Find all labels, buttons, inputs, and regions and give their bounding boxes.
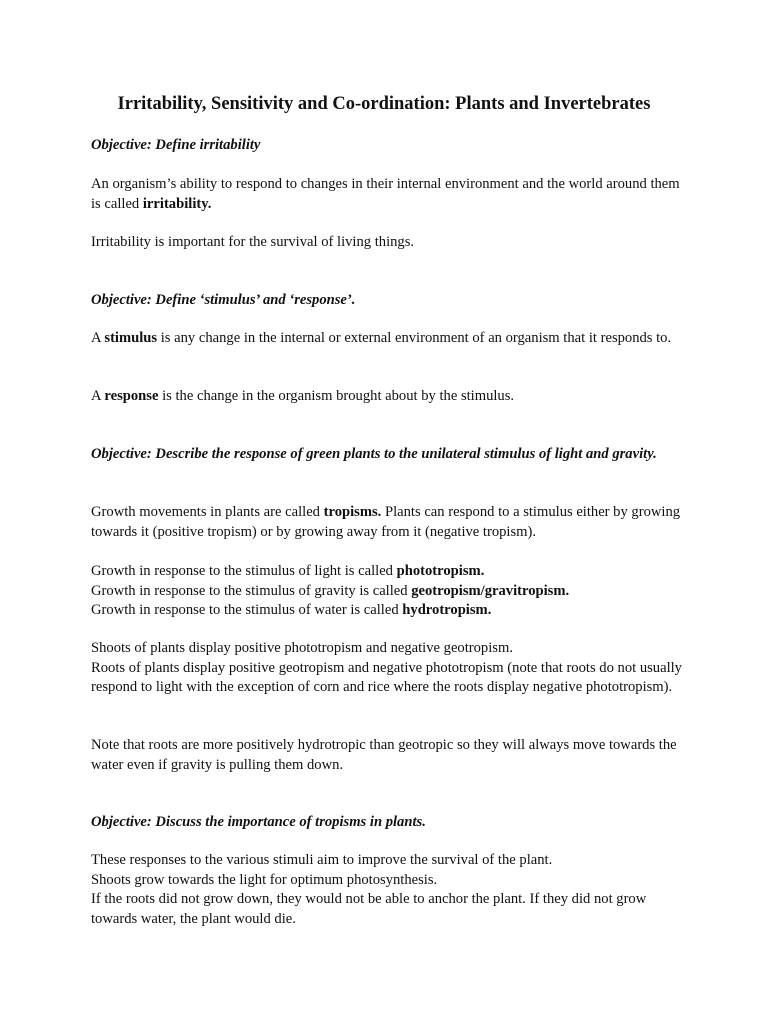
line-shoots-light: Shoots grow towards the light for optimum photosynthesis. xyxy=(91,871,438,888)
shoots-sentence: Shoots of plants display positive phototropism and negative geotropism. xyxy=(91,640,513,656)
text: Plants can respond to a stimulus either by growing towards it (positive tropism) or by growing away from it (negative tropism). xyxy=(91,504,681,540)
objective-tropism-importance: Objective: Discuss the importance of tropisms in plants. xyxy=(91,814,426,830)
list-item-phototropism xyxy=(91,562,691,582)
paragraph-shoots-roots xyxy=(91,639,691,698)
term-irritability: irritability. xyxy=(142,195,212,212)
text: A xyxy=(91,388,105,404)
objective-plant-response: Objective: Describe the response of green plants to the unilateral stimulus of light and gravity. xyxy=(91,446,657,462)
text: Growth in response to the stimulus of light is called xyxy=(91,563,397,579)
text: An organism’s ability to respond to changes in their internal environment and the world around them is called xyxy=(91,176,680,212)
text: Growth in response to the stimulus of gravity is called xyxy=(91,582,412,599)
objective-stimulus-response: Objective: Define ‘stimulus’ and ‘response’. xyxy=(91,292,356,308)
text: Growth in response to the stimulus of water is called xyxy=(91,602,403,618)
text: is the change in the organism brought about by the stimulus. xyxy=(158,388,515,404)
term-hydrotropism: hydrotropism. xyxy=(402,602,492,618)
roots-sentence: Roots of plants display positive geotropism and negative phototropism (note that roots do not usually respond to light with the exception of corn and rice where the roots display negative phototropism). xyxy=(91,659,682,695)
paragraph-stimulus-definition xyxy=(91,329,691,349)
term-phototropism: phototropism. xyxy=(396,563,485,579)
list-item-geotropism xyxy=(91,582,691,602)
objective-irritability: Objective: Define irritability xyxy=(91,137,261,153)
term-geotropism: geotropism/gravitropism. xyxy=(411,582,570,599)
paragraph-response-definition xyxy=(91,387,691,407)
paragraph-hydrotropic-note: Note that roots are more positively hydrotropic than geotropic so they will always move towards the water even if gravity is pulling them down. xyxy=(91,737,677,773)
term-tropisms: tropisms. xyxy=(323,504,382,520)
page-title: Irritability, Sensitivity and Co-ordination: Plants and Invertebrates xyxy=(117,94,651,114)
tropism-list xyxy=(91,562,691,621)
paragraph-irritability-definition xyxy=(91,175,691,214)
text: Growth movements in plants are called xyxy=(91,504,324,520)
paragraph-tropisms xyxy=(91,503,691,542)
line-roots-anchor: If the roots did not grow down, they would not be able to anchor the plant. If they did not grow towards water, the plant would die. xyxy=(91,891,647,927)
term-response: response xyxy=(104,388,159,404)
text: is any change in the internal or external environment of an organism that it responds to. xyxy=(157,330,672,346)
list-item-hydrotropism xyxy=(91,601,691,621)
line-survival: These responses to the various stimuli aim to improve the survival of the plant. xyxy=(91,852,553,868)
paragraph-tropism-importance xyxy=(91,851,691,929)
paragraph-irritability-importance: Irritability is important for the survival of living things. xyxy=(91,234,415,250)
term-stimulus: stimulus xyxy=(104,330,158,346)
text: A xyxy=(91,330,105,346)
